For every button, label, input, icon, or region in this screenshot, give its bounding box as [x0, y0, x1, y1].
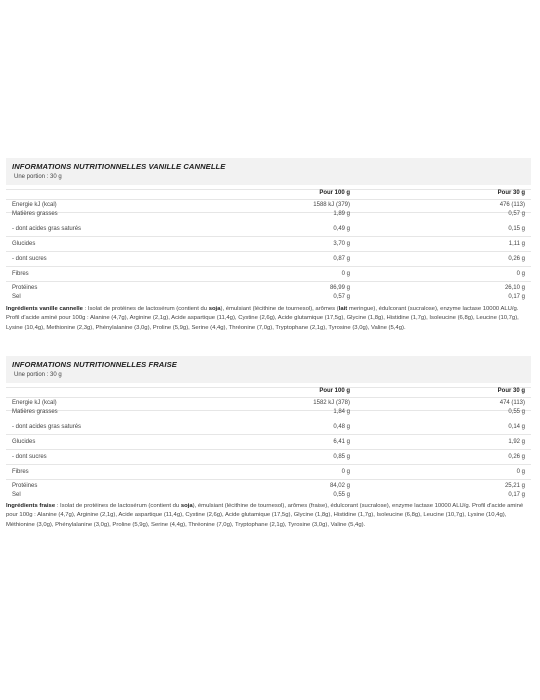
- value-per-100g: 1582 kJ (378): [313, 400, 350, 406]
- nutrient-label: Fibres: [12, 271, 29, 277]
- row-divider: [6, 236, 531, 237]
- value-per-30g: 25,21 g: [504, 483, 525, 489]
- table-row: [12, 409, 525, 417]
- value-per-30g: 0,26 g: [508, 256, 525, 262]
- value-per-30g: 0,17 g: [508, 294, 525, 300]
- table-row: [12, 400, 525, 408]
- table-row: [12, 454, 525, 462]
- ingredient-bold-text: lait: [338, 306, 348, 312]
- value-per-100g: 1,89 g: [333, 211, 350, 217]
- table-row: [12, 271, 525, 279]
- table-row: [12, 211, 525, 219]
- value-per-30g: 474 (113): [499, 400, 525, 406]
- section-title: INFORMATIONS NUTRITIONNELLES VANILLE CANNELLE: [12, 162, 226, 171]
- column-header-30g: Pour 30 g: [497, 190, 525, 196]
- value-per-30g: 0,57 g: [508, 211, 525, 217]
- value-per-100g: 0,85 g: [333, 454, 350, 460]
- value-per-30g: 1,92 g: [508, 439, 525, 445]
- column-header-100g: Pour 100 g: [319, 388, 350, 394]
- row-divider: [6, 479, 531, 480]
- nutrient-label: - dont sucres: [12, 454, 47, 460]
- value-per-30g: 1,11 g: [508, 241, 525, 247]
- value-per-30g: 476 (113): [499, 202, 525, 208]
- section-title: INFORMATIONS NUTRITIONNELLES FRAISE: [12, 360, 177, 369]
- row-divider: [6, 251, 531, 252]
- nutrition-section-fraise: [6, 356, 531, 530]
- nutrient-label: Sel: [12, 492, 21, 498]
- value-per-100g: 0 g: [341, 271, 350, 277]
- value-per-100g: 0,55 g: [333, 492, 350, 498]
- nutrient-label: - dont acides gras saturés: [12, 424, 82, 430]
- nutrition-table: [6, 383, 531, 500]
- value-per-30g: 0 g: [516, 469, 525, 475]
- row-divider: [6, 434, 531, 435]
- row-divider: [6, 281, 531, 282]
- value-per-100g: 1588 kJ (379): [313, 202, 350, 208]
- column-header-100g: Pour 100 g: [319, 190, 350, 196]
- row-divider: [6, 266, 531, 267]
- section-header: [6, 356, 531, 383]
- value-per-100g: 0,48 g: [333, 424, 350, 430]
- nutrient-label: Glucides: [12, 439, 36, 445]
- ingredient-bold-text: Ingrédients vanille cannelle: [6, 306, 83, 312]
- value-per-30g: 0,17 g: [508, 492, 525, 498]
- table-row: [12, 294, 525, 302]
- value-per-100g: 0 g: [341, 469, 350, 475]
- table-row: [12, 202, 525, 210]
- nutrient-label: - dont sucres: [12, 256, 47, 262]
- nutrient-label: Fibres: [12, 469, 29, 475]
- nutrient-label: Matières grasses: [12, 409, 58, 415]
- row-divider: [6, 449, 531, 450]
- value-per-100g: 86,99 g: [329, 285, 350, 291]
- value-per-30g: 0,15 g: [508, 226, 525, 232]
- table-row: [12, 226, 525, 234]
- value-per-100g: 0,57 g: [333, 294, 350, 300]
- ingredients-text: [6, 500, 526, 530]
- table-row: [12, 241, 525, 249]
- value-per-100g: 3,70 g: [333, 241, 350, 247]
- table-row: [12, 424, 525, 432]
- table-row: [12, 439, 525, 447]
- ingredient-bold-text: Ingrédients fraise: [6, 503, 56, 509]
- nutrition-table: [6, 185, 531, 303]
- nutrient-label: Sel: [12, 294, 21, 300]
- table-header: [12, 388, 525, 397]
- ingredient-text: ), émulsiant (lécithine de tournesol), arômes (fraise), édulcorant (sucralose), enzyme lactase 10000 ALU/g. Profil d'acide aminé pour 100g : Alanine (4,7g), Arginine (2,1g), Acide aspartique (11,4g), Cystine (2,6g), Acide glutamique (17,5g), Glycine (1,8g), Histidine (1,7g), Isoleucine (6,8g), Leucine (10,7g), Lysine (10,4g), Méthionine (3,0g), Phénylalanine (3,0g), Proline (5,9g), Serine (4,4g), Thréonine (7,0g), Tryptophane (2,1g), Tyrosine (3,0g), Valine (5,4g).: [6, 503, 524, 528]
- nutrient-label: Energie kJ (kcal): [12, 400, 57, 406]
- ingredient-text: meringue), édulcorant (sucralose), enzyme lactase 10000 ALU/g. Profil d'acide aminé pour 100g : Alanine (4,7g), Arginine (2,1g), Acide aspartique (11,4g), Cystine (2,6g), Acide glutamique (17,5g), Glycine (1,8g), Histidine (1,7g), Isoleucine (6,8g), Leucine (10,7g), Lysine (10,4g), Methionine (2,3g), Phénylalanine (3,0g), Proline (5,9g), Serine (4,4g), Thréonine (7,0g), Tryptophane (2,1g), Tyrosine (3,0g), Valine (5,4g).: [6, 306, 519, 331]
- table-row: [12, 285, 525, 293]
- value-per-30g: 26,10 g: [504, 285, 525, 291]
- nutrition-section-vanille: [6, 158, 531, 333]
- value-per-30g: 0 g: [516, 271, 525, 277]
- ingredients-text: [6, 303, 526, 333]
- section-header: [6, 158, 531, 185]
- value-per-100g: 0,49 g: [333, 226, 350, 232]
- portion-size: Une portion : 30 g: [14, 174, 62, 180]
- value-per-100g: 1,84 g: [333, 409, 350, 415]
- table-row: [12, 469, 525, 477]
- nutrient-label: Matières grasses: [12, 211, 58, 217]
- value-per-30g: 0,26 g: [508, 454, 525, 460]
- row-divider: [6, 464, 531, 465]
- nutrient-label: Protéines: [12, 285, 38, 291]
- value-per-100g: 84,02 g: [329, 483, 350, 489]
- table-header: [12, 190, 525, 199]
- ingredient-bold-text: soja: [180, 503, 193, 509]
- table-row: [12, 492, 525, 500]
- nutrient-label: Energie kJ (kcal): [12, 202, 57, 208]
- table-row: [12, 483, 525, 491]
- ingredient-text: : Isolat de protéines de lactosérum (contient du: [55, 503, 181, 509]
- value-per-30g: 0,55 g: [508, 409, 525, 415]
- table-row: [12, 256, 525, 264]
- portion-size: Une portion : 30 g: [14, 372, 62, 378]
- value-per-30g: 0,14 g: [508, 424, 525, 430]
- ingredient-bold-text: soja: [208, 306, 221, 312]
- ingredient-text: ), émulsiant (lécithine de tournesol), arômes (: [220, 306, 339, 312]
- value-per-100g: 0,87 g: [333, 256, 350, 262]
- ingredient-text: : Isolat de protéines de lactosérum (contient du: [82, 306, 209, 312]
- nutrient-label: Protéines: [12, 483, 38, 489]
- value-per-100g: 6,41 g: [333, 439, 350, 445]
- nutrient-label: - dont acides gras saturés: [12, 226, 82, 232]
- nutrient-label: Glucides: [12, 241, 36, 247]
- column-header-30g: Pour 30 g: [497, 388, 525, 394]
